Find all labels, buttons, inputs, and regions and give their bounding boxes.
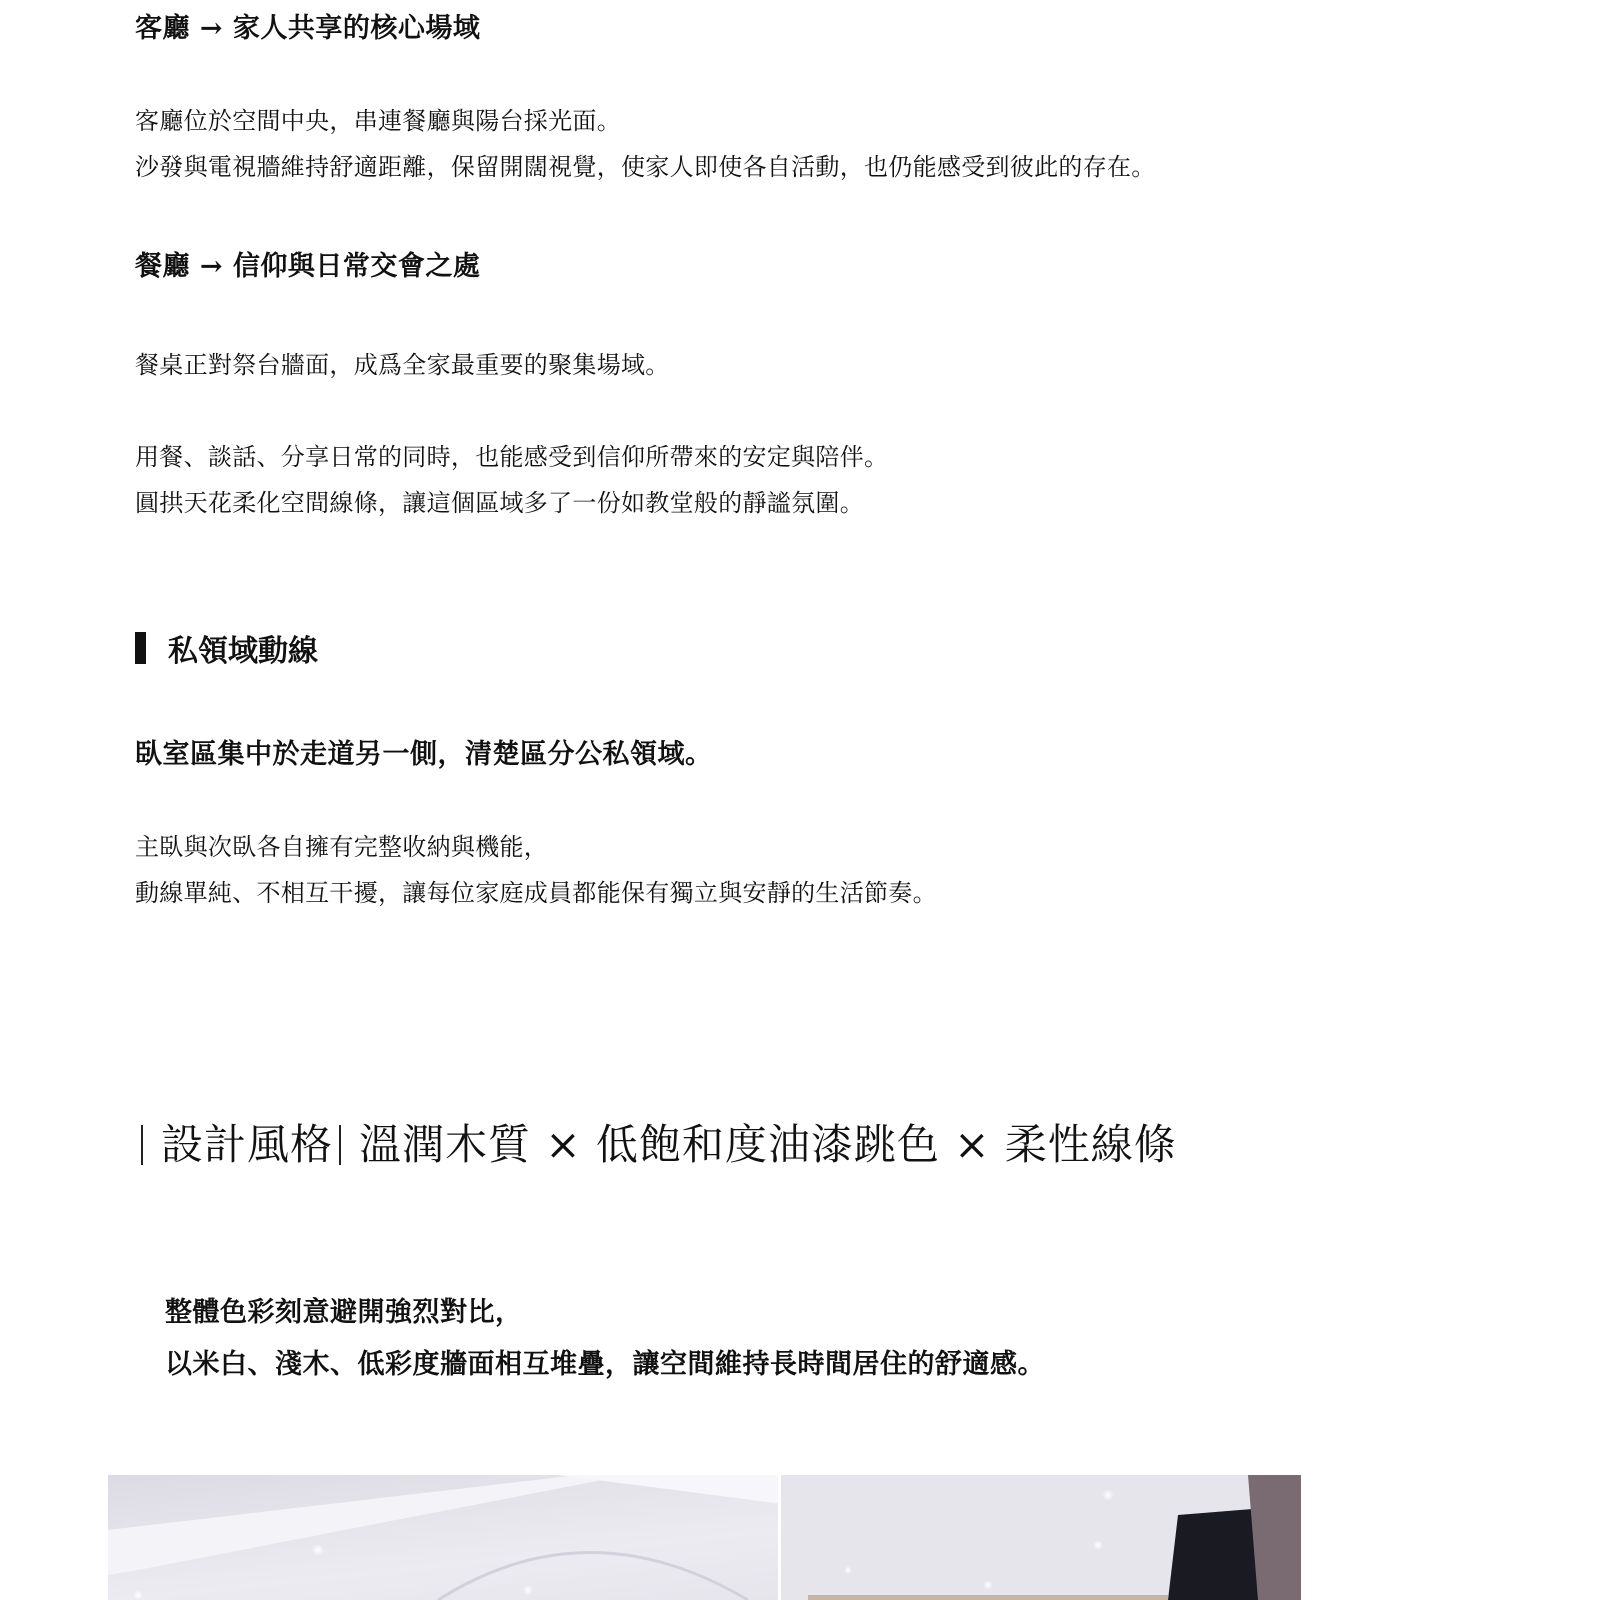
living-room-paragraph: [135, 98, 1156, 190]
living-room-heading: 客廳 → 家人共享的核心場域: [135, 13, 481, 44]
title-divider: [141, 1125, 143, 1165]
design-style-label: 設計風格: [161, 1120, 334, 1169]
design-style-title-text: 溫潤木質 × 低飽和度油漆跳色 × 柔性線條: [359, 1120, 1177, 1169]
private-zone-lead: 臥室區集中於走道另一側，清楚區分公私領域。: [135, 739, 713, 770]
dining-room-line-1: 用餐、談話、分享日常的同時，也能感受到信仰所帶來的安定與陪伴。: [135, 443, 889, 471]
title-divider: [339, 1125, 341, 1165]
private-zone-paragraph: [135, 824, 937, 916]
private-zone-line-2: 動線單純、不相互干擾，讓每位家庭成員都能保有獨立與安靜的生活節奏。: [135, 879, 937, 907]
private-zone-heading: [135, 626, 318, 670]
section-marker-bar: [135, 632, 146, 664]
dining-room-heading: 餐廳 → 信仰與日常交會之處: [135, 251, 481, 282]
interior-photo: [108, 1475, 1301, 1600]
interior-photo-drawing: [108, 1475, 1301, 1600]
dining-room-paragraph-1: 餐桌正對祭台牆面，成爲全家最重要的聚集場域。: [135, 351, 670, 379]
private-zone-line-1: 主臥與次臥各自擁有完整收納與機能，: [135, 833, 549, 861]
private-zone-heading-text: 私領域動線: [168, 634, 318, 669]
living-room-line-1: 客廳位於空間中央，串連餐廳與陽台採光面。: [135, 107, 621, 135]
dining-room-paragraph-2: [135, 434, 888, 526]
dining-room-line-2: 圓拱天花柔化空間線條，讓這個區域多了一份如教堂般的靜謐氛圍。: [135, 489, 864, 517]
design-style-title: [135, 1112, 1177, 1172]
design-style-line-2: 以米白、淺木、低彩度牆面相互堆疊，讓空間維持長時間居住的舒適感。: [165, 1349, 1045, 1380]
living-room-line-2: 沙發與電視牆維持舒適距離，保留開闊視覺，使家人即使各自活動，也仍能感受到彼此的存在。: [135, 153, 1156, 181]
design-style-line-1: 整體色彩刻意避開強烈對比，: [165, 1297, 523, 1328]
design-style-paragraph: [165, 1287, 1045, 1391]
